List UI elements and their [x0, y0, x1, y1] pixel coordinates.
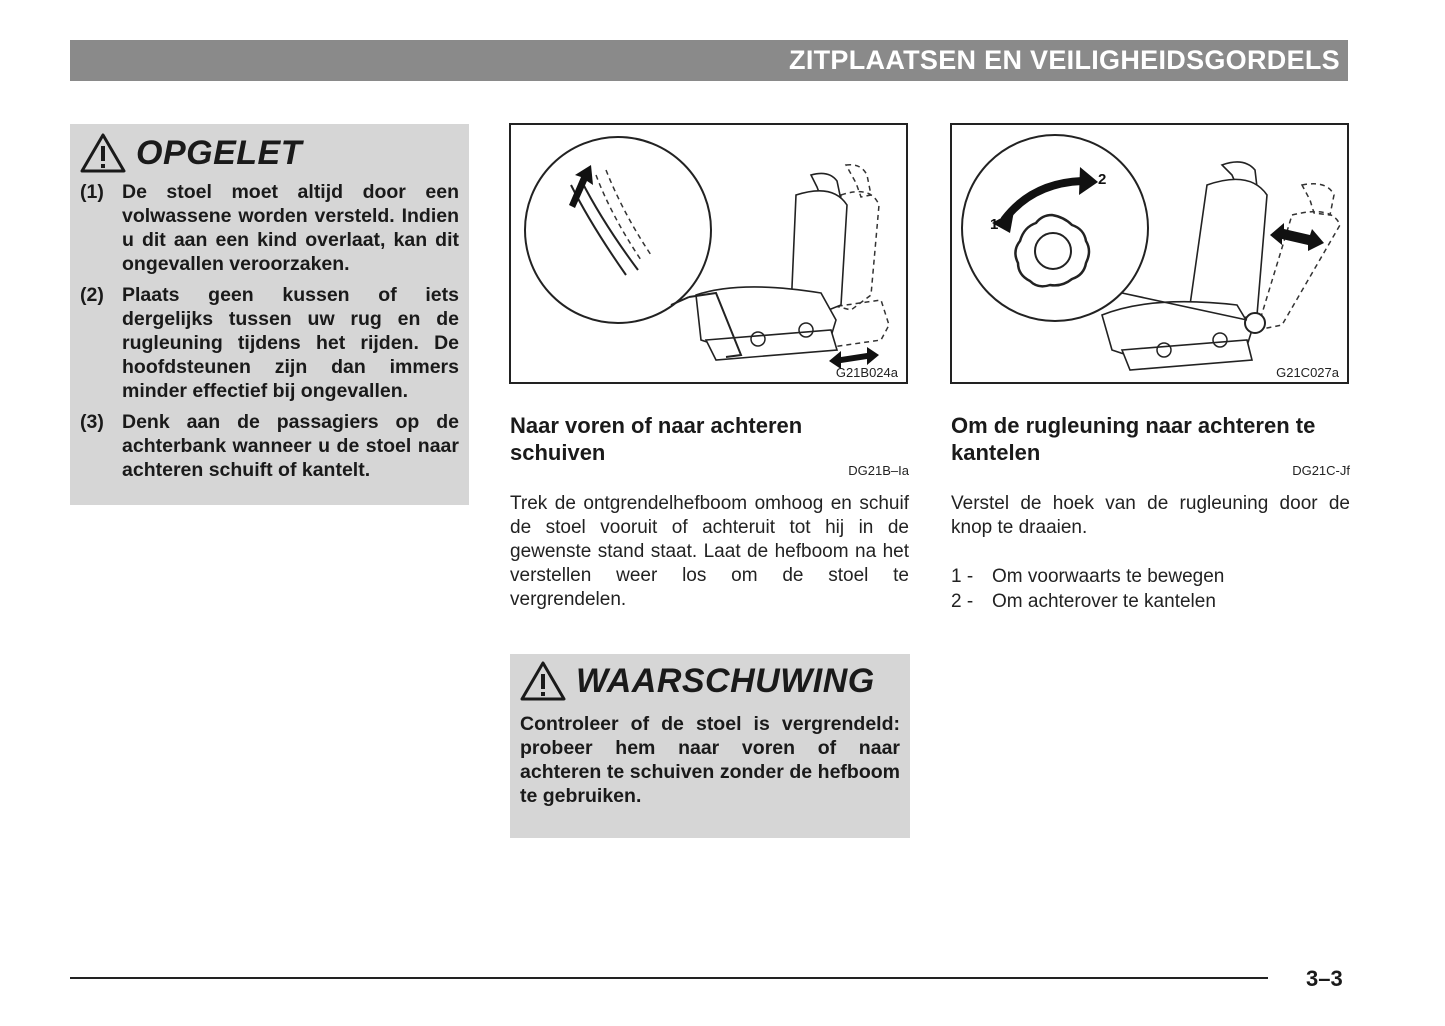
item-number: (3) [80, 411, 104, 433]
warning-text: Controleer of de stoel is vergrendeld: probeer hem naar voren of naar achteren te schuiven zonder de hefboom te gebruiken. [520, 713, 900, 807]
section-title-slide: Naar voren of naar achteren schuiven [510, 413, 803, 465]
item-text: De stoel moet altijd door een volwassene worden versteld. Indien u dit aan een kind overlaat, kan dit ongevallen veroorzaken. [122, 181, 459, 275]
figure-label-2: 2 [1098, 171, 1107, 188]
warning-box [510, 654, 910, 838]
section-code-slide: DG21B–Ia [848, 463, 909, 478]
section-title-recline: Om de rugleuning naar achteren te kantelen [951, 413, 1316, 465]
warning-header [520, 660, 900, 702]
section-body-recline: Verstel de hoek van de rugleuning door de knop te draaien. [951, 493, 1350, 538]
item-number: (2) [80, 284, 104, 306]
seat-slide-illustration [511, 125, 906, 382]
section-code-recline: DG21C-Jf [1292, 463, 1350, 478]
caution-title: OPGELET [136, 133, 302, 172]
figure-label-1: 1 [990, 216, 999, 233]
recline-list [951, 564, 1350, 614]
item-number: 2 - [951, 591, 974, 612]
item-number: 1 - [951, 566, 974, 587]
page-title: ZITPLAATSEN EN VEILIGHEIDSGORDELS [789, 45, 1340, 75]
item-text: Om achterover te kantelen [992, 591, 1216, 612]
page-number: 3–3 [1306, 966, 1343, 991]
item-number: (1) [80, 181, 104, 203]
seat-slide-figure [509, 123, 908, 384]
seat-recline-figure [950, 123, 1349, 384]
caution-box [70, 124, 469, 505]
item-text: Om voorwaarts te bewegen [992, 566, 1225, 587]
header-bar [70, 40, 1348, 81]
footer-rule [70, 977, 1268, 979]
list-item [951, 564, 1350, 589]
figure-code: G21C027a [1276, 365, 1339, 380]
caution-header [80, 132, 459, 174]
item-text: Plaats geen kussen of iets dergelijks tussen uw rug en de rugleuning tijdens het rijden. De hoofdsteunen zijn dan immers minder effectief bij ongevallen. [122, 284, 459, 402]
warning-triangle-icon [520, 660, 566, 702]
seat-recline-illustration [952, 125, 1347, 382]
list-item [951, 589, 1350, 614]
list-item [80, 180, 459, 276]
section-body-slide: Trek de ontgrendelhefboom omhoog en schuif de stoel vooruit of achteruit tot hij in de gewenste stand staat. Laat de hefboom na het verstellen weer los om de stoel te vergrendelen. [510, 493, 909, 610]
warning-title: WAARSCHUWING [576, 661, 875, 700]
list-item [80, 283, 459, 403]
figure-code: G21B024a [835, 365, 898, 380]
warning-triangle-icon [80, 132, 126, 174]
caution-list [80, 180, 459, 482]
list-item [80, 410, 459, 482]
item-text: Denk aan de passagiers op de achterbank wanneer u de stoel naar achteren schuift of kantelt. [122, 411, 459, 481]
